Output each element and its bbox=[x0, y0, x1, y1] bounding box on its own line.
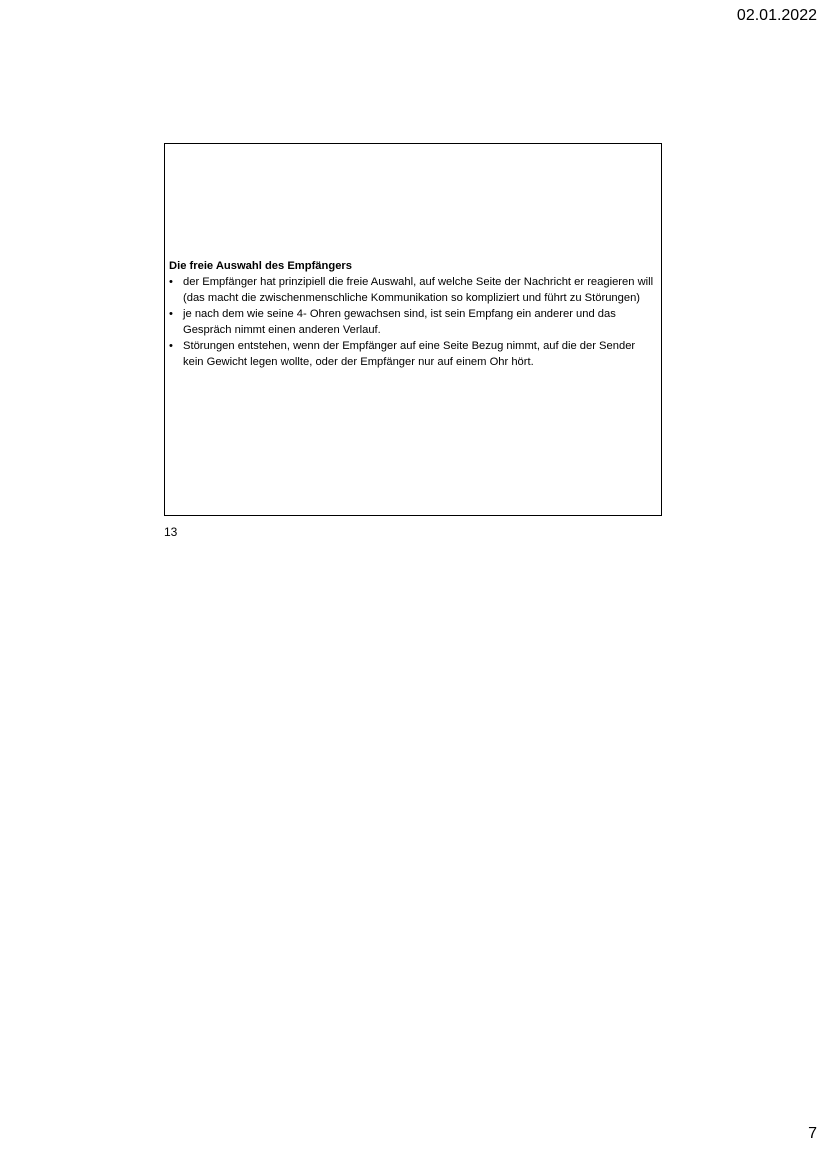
page-date: 02.01.2022 bbox=[736, 7, 817, 24]
slide-frame bbox=[164, 143, 662, 516]
bullet-icon: • bbox=[169, 308, 173, 320]
bullet-icon: • bbox=[169, 276, 173, 288]
slide-heading: Die freie Auswahl des Empfängers bbox=[169, 260, 352, 272]
bullet-text: je nach dem wie seine 4- Ohren gewachsen sind, ist sein Empfang ein anderer und das Gespräch nimmt einen anderen Verlauf. bbox=[183, 308, 616, 336]
bullet-item bbox=[169, 274, 655, 306]
slide-number: 13 bbox=[164, 525, 178, 539]
bullet-item bbox=[169, 306, 655, 338]
bullet-text: Störungen entstehen, wenn der Empfänger auf eine Seite Bezug nimmt, auf die der Sender kein Gewicht legen wollte, oder der Empfänger nur auf einem Ohr hört. bbox=[183, 340, 636, 368]
bullet-icon: • bbox=[169, 340, 173, 352]
slide-content bbox=[169, 258, 655, 370]
bullet-list bbox=[169, 274, 655, 370]
bullet-item bbox=[169, 338, 655, 370]
bullet-text: der Empfänger hat prinzipiell die freie Auswahl, auf welche Seite der Nachricht er reagieren will (das macht die zwischenmenschliche Kommunikation so kompliziert und führt zu Störungen) bbox=[183, 276, 654, 304]
page-number: 7 bbox=[808, 1125, 817, 1142]
